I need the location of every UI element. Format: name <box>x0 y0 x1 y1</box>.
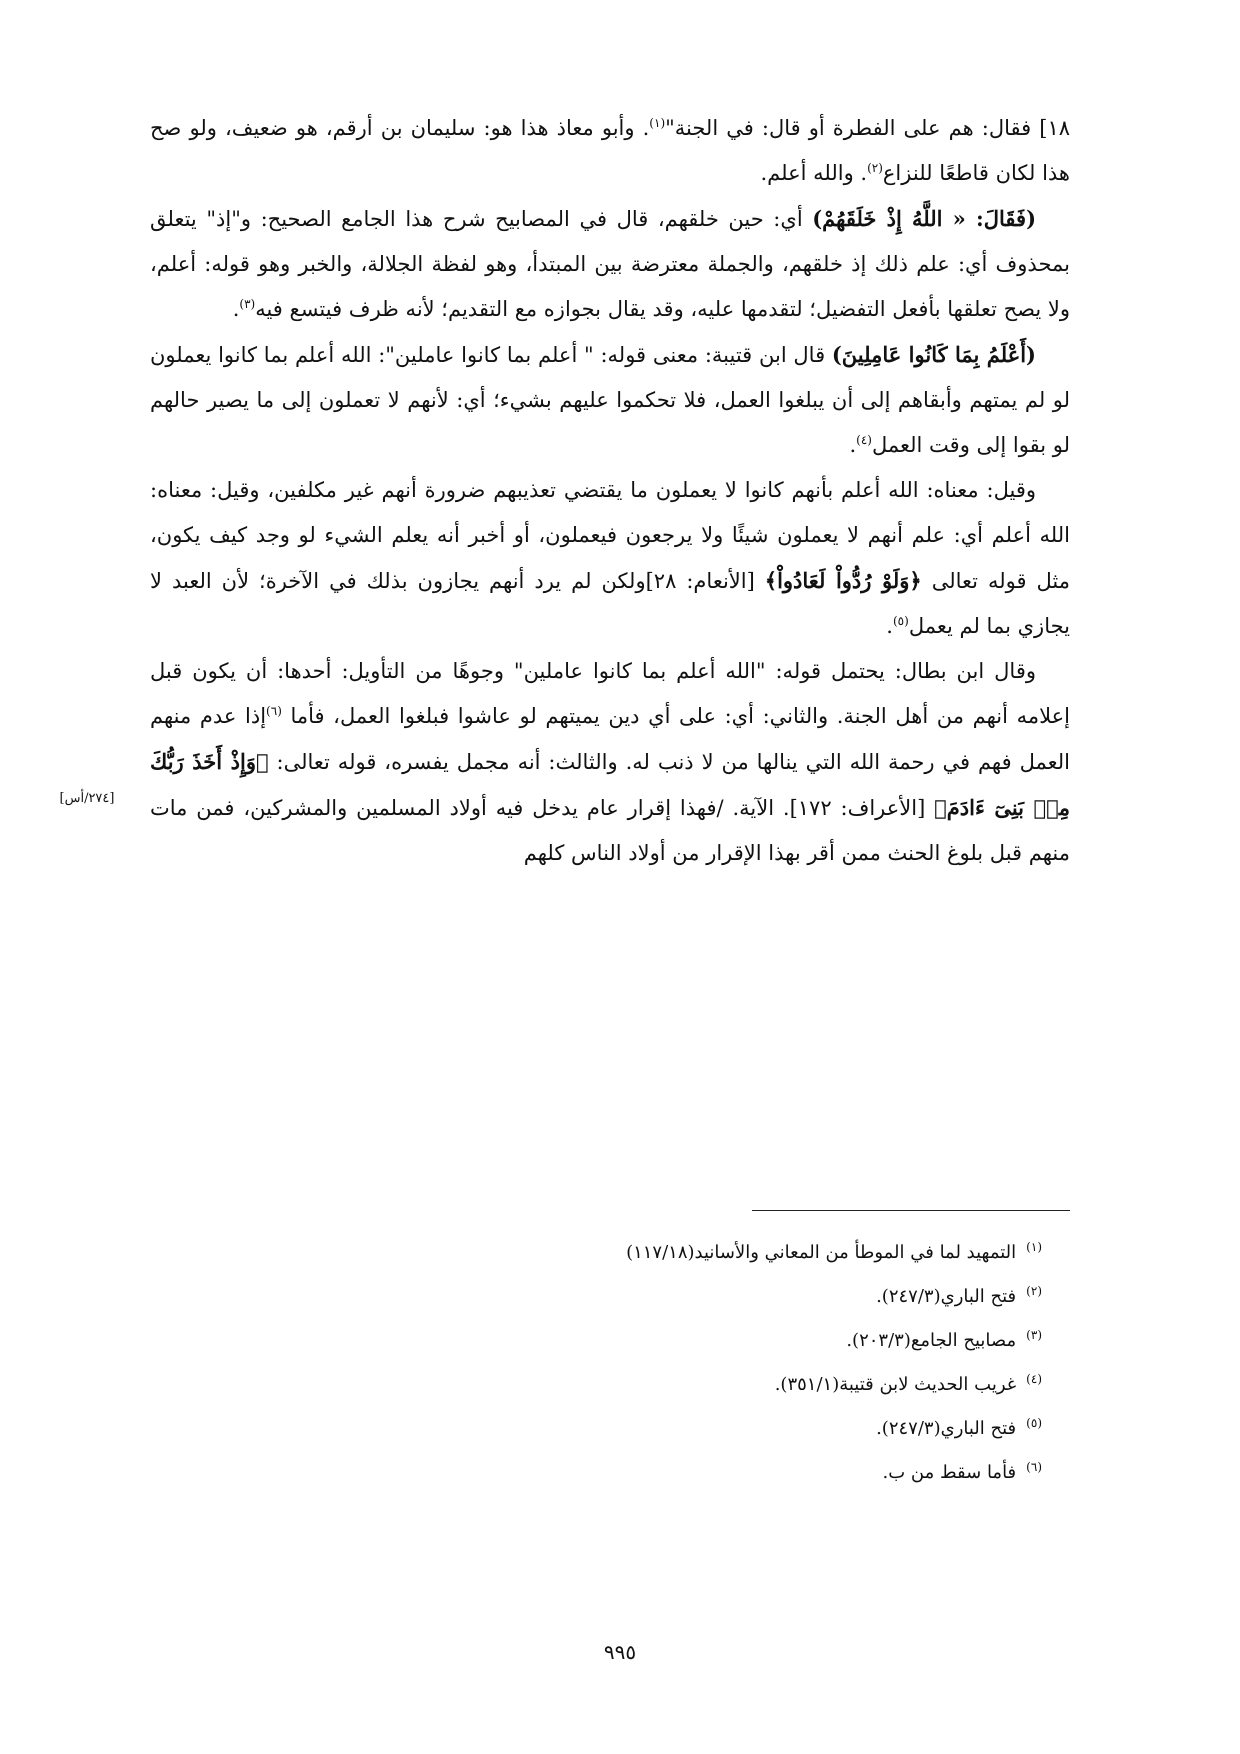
text-run: وقيل: معناه: الله أعلم بأنهم كانوا لا يعملون ما يقتضي تعذيبهم ضرورة أنهم غير مكلفين، وقيل: معناه: الله أعلم أي: علم أنهم لا يعملون شيئًا ولا يرجعون فيعملون، أو أخبر أنه يعلم الشيء لو وجد كيف يكون، مثل قوله تعالى <box>150 478 1071 593</box>
paragraph <box>150 106 1070 196</box>
footnote-number: (٦) <box>1026 1460 1042 1474</box>
footnote-number: (١) <box>1026 1240 1042 1254</box>
quran-verse: ﴿وَلَوْ رُدُّواْ لَعَادُواْ﴾ <box>764 568 922 593</box>
footnote-ref: (١) <box>649 116 666 130</box>
footnote-text: فتح الباري(٢٤٧/٣). <box>876 1418 1017 1439</box>
footnote-text: التمهيد لما في الموطأ من المعاني والأسانيد(١١٧/١٨) <box>626 1242 1017 1263</box>
footnote-ref: (٤) <box>856 433 872 447</box>
text-run: . <box>232 297 240 321</box>
text-run: وقال ابن بطال: يحتمل قوله: "الله أعلم بما كانوا عاملين" وجوهًا من التأويل: أحدها: أن يكون قبل إعلامه أنهم من أهل الجنة. والثاني: أي: على أي دين يميتهم لو عاشوا فبلغوا العمل، فأما <box>150 659 1070 728</box>
footnote-text: فتح الباري(٢٤٧/٣). <box>876 1286 1017 1307</box>
text-run: ١٨] فقال: هم على الفطرة أو قال: في الجنة" <box>665 116 1070 140</box>
text-run: . وأبو معاذ هذا هو: سليمان بن أرقم، هو ضعيف، ولو صح هذا لكان قاطعًا للنزاع <box>150 116 1070 185</box>
footnote-item <box>150 1360 1070 1404</box>
footnote-separator <box>752 1210 1070 1211</box>
hadith-lemma: (أَعْلَمُ بِمَا كَانُوا عَامِلِينَ) <box>831 342 1036 367</box>
footnote-item <box>150 1228 1070 1272</box>
paragraph <box>150 196 1070 332</box>
hadith-lemma: (فَقَالَ: « اللَّهُ إِذْ خَلَقَهُمْ) <box>812 206 1037 231</box>
footnote-text: فأما سقط من ب. <box>882 1462 1017 1483</box>
text-run: . <box>849 433 857 457</box>
footnote-number: (٥) <box>1026 1416 1042 1430</box>
footnote-text: مصابيح الجامع(٢٠٣/٣). <box>846 1330 1017 1351</box>
quran-verse: ﴿وَإِذْ أَخَذَ رَبُّكَ مِنۢ بَنِىٓ ءَادَمَ﴾ <box>150 749 1070 820</box>
footnote-item <box>150 1404 1070 1448</box>
footnote-item <box>150 1448 1070 1492</box>
text-run: [الأنعام: ٢٨]ولكن لم يرد أنهم يجازون بذلك في الآخرة؛ لأن العبد لا يجازي بما لم يعمل <box>150 569 1070 638</box>
page-number: ٩٩٥ <box>603 1640 637 1664</box>
footnote-number: (٤) <box>1026 1372 1042 1386</box>
footnote-ref: (٥) <box>892 614 909 628</box>
text-run: . والله أعلم. <box>760 161 868 185</box>
text-run: [الأعراف: ١٧٢]. الآية. /فهذا إقرار عام يدخل فيه أولاد المسلمين والمشركين، فمن مات منهم قبل بلوغ الحنث ممن أقر بهذا الإقرار من أولاد الناس كلهم <box>150 796 1070 865</box>
footnote-ref: (٣) <box>239 297 256 311</box>
text-run: أي: حين خلقهم، قال في المصابيح شرح هذا الجامع الصحيح: و"إذ" يتعلق بمحذوف أي: علم ذلك إذ خلقهم، والجملة معترضة بين المبتدأ، وهو لفظة الجلالة، والخبر وهو قوله: أعلم، ولا يصح تعلقها بأفعل التفضيل؛ لتقدمها عليه، وقد يقال بجوازه مع التقديم؛ لأنه ظرف فيتسع فيه <box>150 207 1070 321</box>
footnote-ref: (٢) <box>867 161 883 175</box>
margin-note: [٢٧٤/أس] <box>59 791 115 806</box>
main-text <box>150 106 1070 876</box>
footnote-item <box>150 1316 1070 1360</box>
text-run: قال ابن قتيبة: معنى قوله: " أعلم بما كانوا عاملين": الله أعلم بما كانوا يعملون لو لم يمتهم وأبقاهم إلى أن يبلغوا العمل، فلا تحكموا عليهم بشيء؛ أي: لأنهم لا تعملون إلى ما يصير حالهم لو بقوا إلى وقت العمل <box>150 343 1070 457</box>
paragraph <box>150 332 1070 468</box>
footnote-item <box>150 1272 1070 1316</box>
footnote-ref: (٦) <box>266 704 282 718</box>
footnote-number: (٣) <box>1026 1328 1042 1342</box>
footnotes-list <box>150 1228 1070 1492</box>
paragraph <box>150 468 1070 649</box>
footnote-text: غريب الحديث لابن قتيبة(٣٥١/١). <box>774 1374 1017 1395</box>
footnote-number: (٢) <box>1026 1284 1042 1298</box>
text-run: . <box>886 614 893 638</box>
paragraph <box>150 649 1070 876</box>
text-run: إذا عدم منهم العمل فهم في رحمة الله التي ينالها من لا ذنب له. والثالث: أنه مجمل يفسره، قوله تعالى: <box>150 704 1070 774</box>
